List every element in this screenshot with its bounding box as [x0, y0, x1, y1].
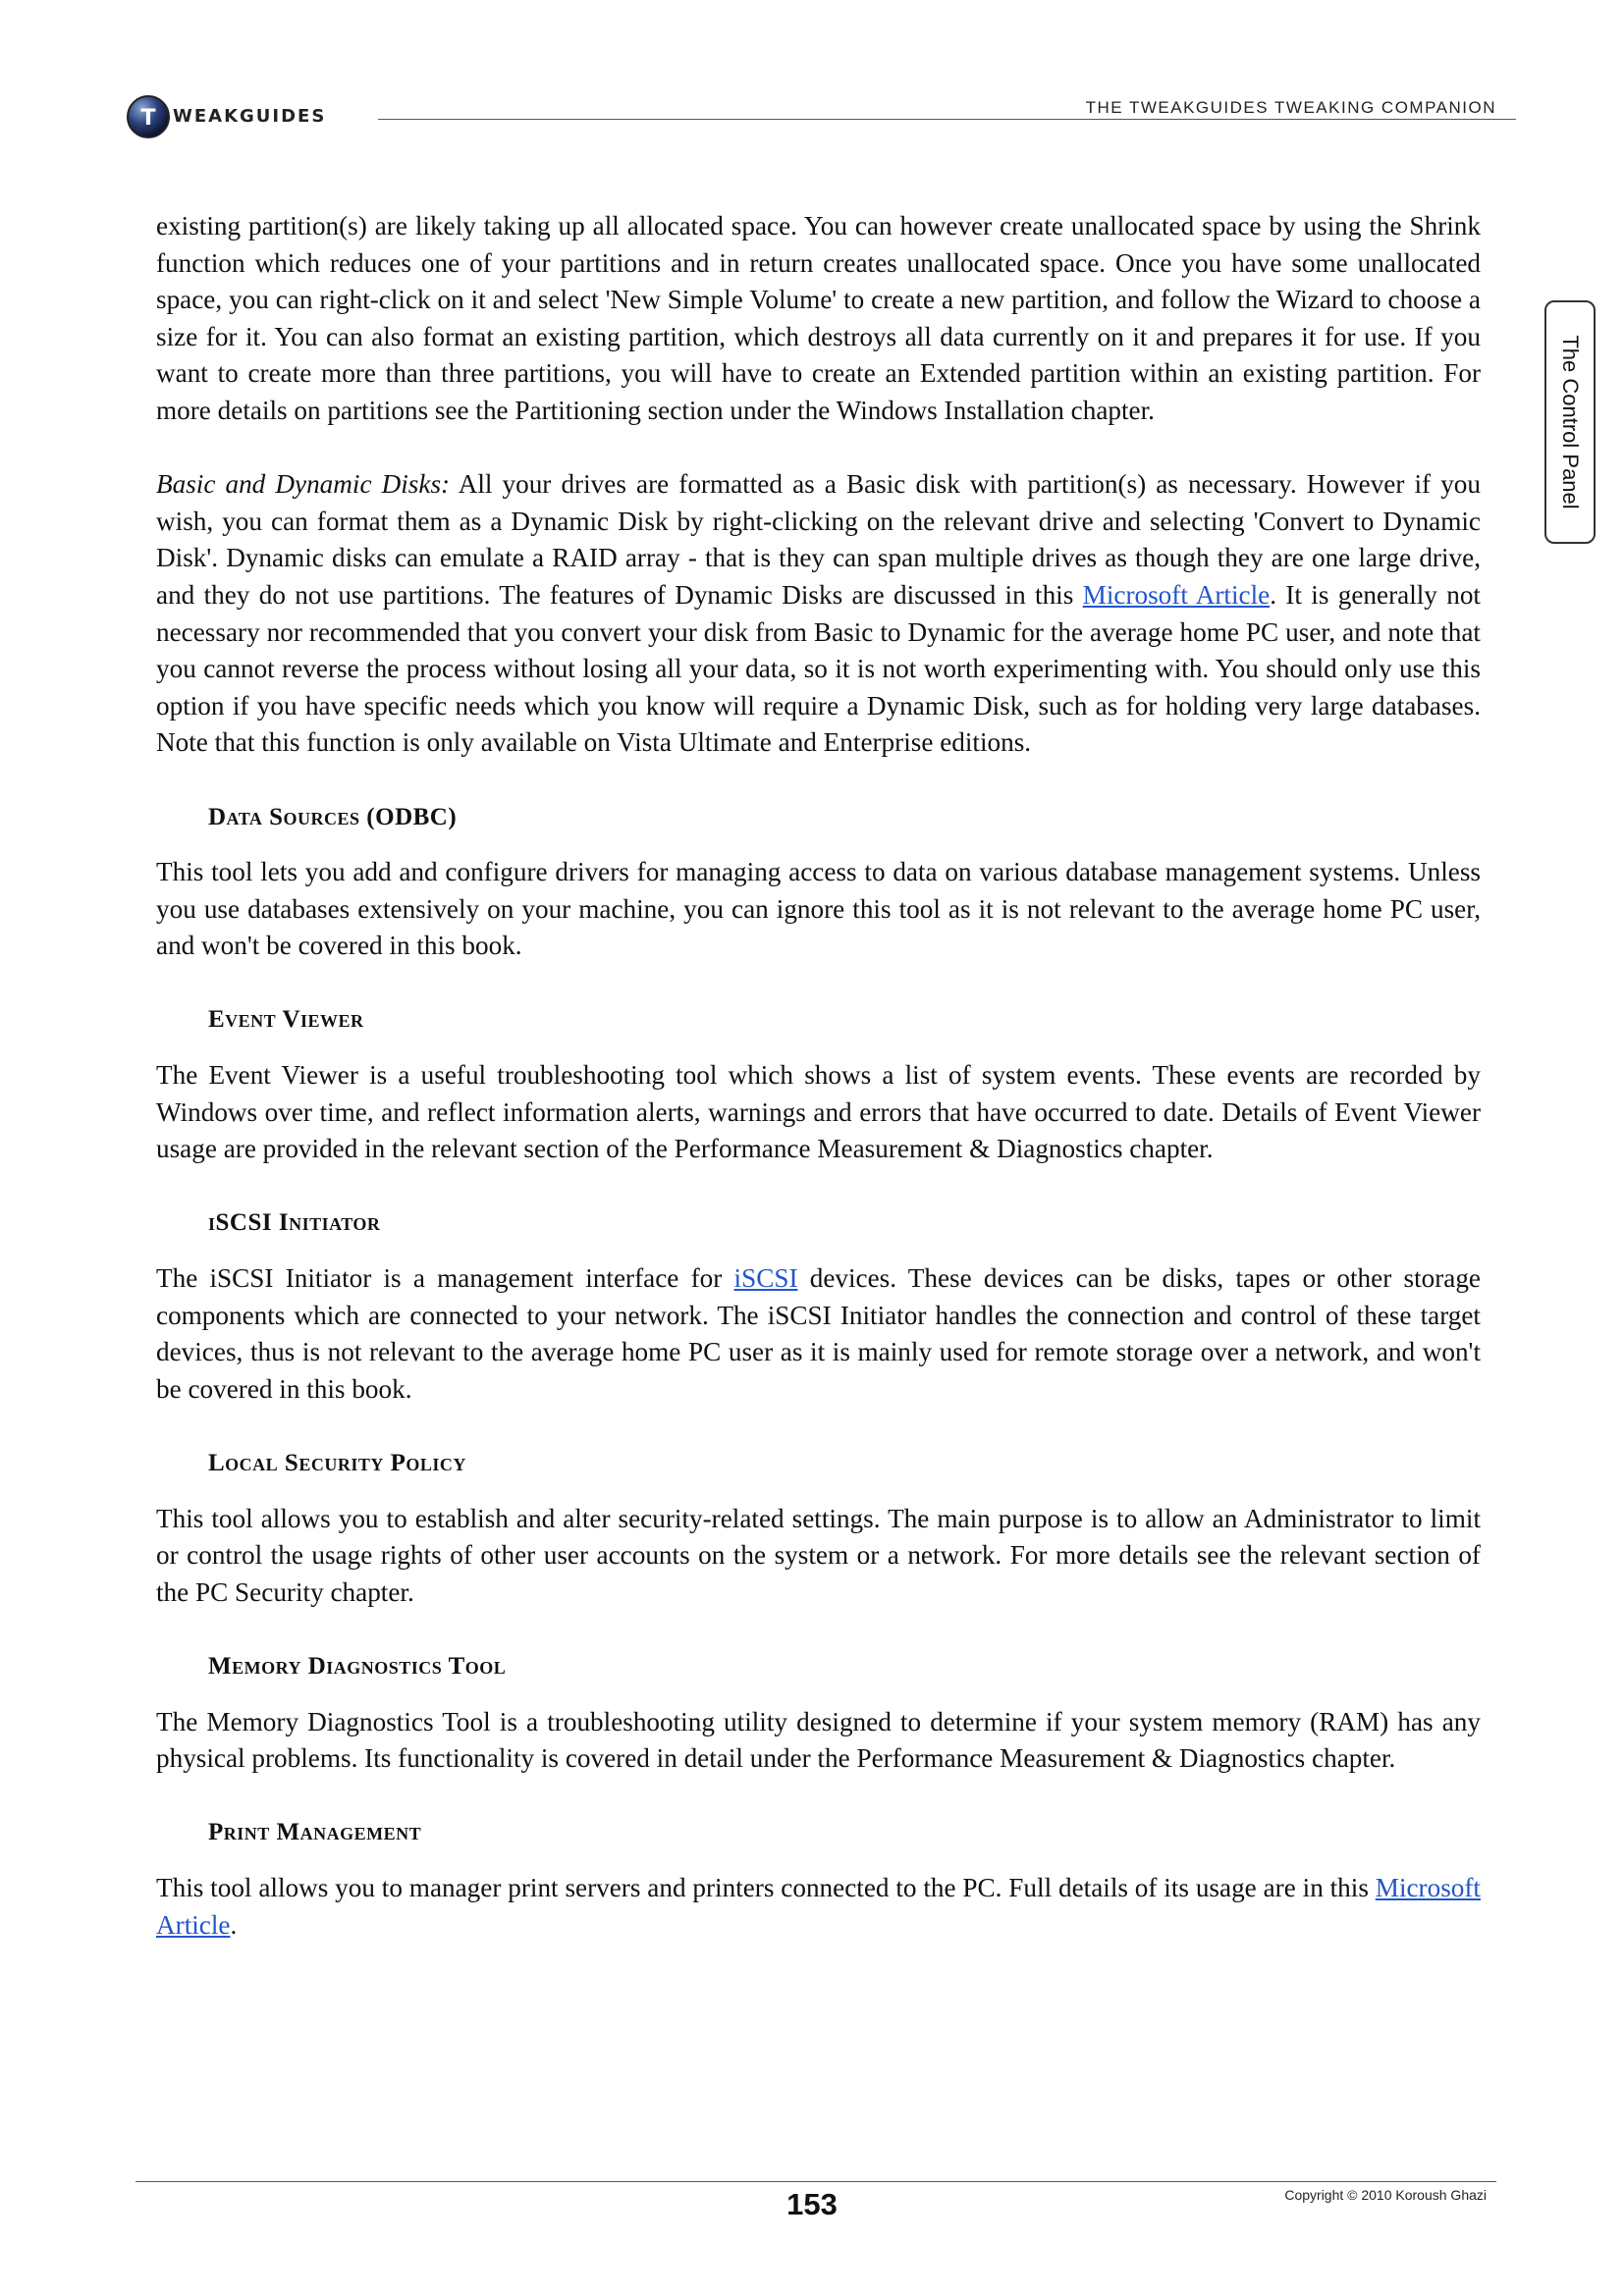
- iscsi-link[interactable]: iSCSI: [733, 1263, 798, 1294]
- paragraph-text: . It is generally not necessary nor recommended that you convert your disk from Basic to Dynamic for the average home PC user, and note that you cannot reverse the process without losing all your data, so it is not worth experimenting with. You should only use this option if you have specific needs which you know will require a Dynamic Disk, such as for holding very large databases. Note that this function is only available on Vista Ultimate and Enterprise editions.: [156, 579, 1481, 758]
- paragraph-text: .: [230, 1909, 238, 1940]
- microsoft-article-link[interactable]: Microsoft Article: [1082, 579, 1271, 610]
- paragraph-iscsi-initiator: [156, 1260, 1481, 1408]
- heading-data-sources: Data Sources (ODBC): [208, 803, 458, 830]
- svg-text:T: T: [140, 106, 156, 131]
- paragraph-text: This tool allows you to manager print servers and printers connected to the PC. Full details of its usage are in this: [156, 1872, 1376, 1902]
- chapter-side-tab-label: The Control Panel: [1558, 335, 1583, 509]
- paragraph-basic-dynamic-disks: [156, 466, 1481, 762]
- paragraph-data-sources: This tool lets you add and configure drivers for managing access to data on various database management systems. Unless you use databases extensively on your machine, you can ignore this tool as it is not relevant to the average home PC user, and won't be covered in this book.: [156, 857, 1481, 961]
- paragraph-text: devices. These devices can be disks, tapes or other storage components which are connected to your network. The iSCSI Initiator handles the connection and control of these target devices, thus is not relevant to the average home PC user as it is mainly used for remote storage over a network, and won't be covered in this book.: [156, 1263, 1481, 1404]
- paragraph-print-management: [156, 1870, 1481, 1944]
- page-content: [156, 208, 1481, 1944]
- logo-text: WEAKGUIDES: [173, 106, 327, 127]
- page-header: [0, 0, 1624, 157]
- paragraph-partitions: existing partition(s) are likely taking up all allocated space. You can however create unallocated space by using the Shrink function which reduces one of your partitions and in return creates unallocated space. Once you have some unallocated space, you can right-click on it and select 'New Simple Volume' to create a new partition, and follow the Wizard to choose a size for it. You can also format an existing partition, which destroys all data currently on it and prepares it for use. If you want to create more than three partitions, you will have to create an Extended partition within an existing partition. For more details on partitions see the Partitioning section under the Windows Installation chapter.: [156, 211, 1481, 425]
- page-number: 153: [786, 2187, 838, 2221]
- paragraph-text: The iSCSI Initiator is a management interface for: [156, 1263, 734, 1294]
- paragraph-event-viewer: The Event Viewer is a useful troubleshooting tool which shows a list of system events. These events are recorded by Windows over time, and reflect information alerts, warnings and errors that have occurred to date. Details of Event Viewer usage are provided in the relevant section of the Performance Measurement & Diagnostics chapter.: [156, 1060, 1481, 1164]
- heading-memory-diagnostics-tool: Memory Diagnostics Tool: [208, 1652, 507, 1680]
- heading-event-viewer: Event Viewer: [208, 1006, 364, 1034]
- copyright-notice: Copyright © 2010 Koroush Ghazi: [1284, 2187, 1487, 2203]
- paragraph-lead-term: Basic and Dynamic Disks:: [156, 469, 451, 500]
- chapter-side-tab: [1544, 300, 1596, 544]
- header-rule: [378, 119, 1516, 120]
- paragraph-memory-diagnostics-tool: The Memory Diagnostics Tool is a troubleshooting utility designed to determine if your system memory (RAM) has any physical problems. Its functionality is covered in detail under the Performance Measurement & Diagnostics chapter.: [156, 1706, 1481, 1774]
- paragraph-text: All your drives are formatted as a Basic disk with partition(s) as necessary. However if you wish, you can format them as a Dynamic Disk by right-clicking on the relevant drive and selecting 'Convert to Dynamic Disk'. Dynamic disks can emulate a RAID array - that is they can span multiple drives as though they are one large drive, and they do not use partitions. The features of Dynamic Disks are discussed in this: [156, 469, 1481, 610]
- logo-globe-icon: [126, 94, 171, 139]
- heading-iscsi-initiator: iSCSI Initiator: [208, 1209, 381, 1237]
- paragraph-local-security-policy: This tool allows you to establish and alter security-related settings. The main purpose is to allow an Administrator to limit or control the usage rights of other user accounts on the system or a network. For more details see the relevant section of the PC Security chapter.: [156, 1503, 1481, 1607]
- heading-print-management: Print Management: [208, 1819, 422, 1846]
- heading-local-security-policy: Local Security Policy: [208, 1450, 466, 1476]
- tweakguides-logo: [126, 94, 381, 143]
- header-title: THE TWEAKGUIDES TWEAKING COMPANION: [1085, 98, 1496, 117]
- microsoft-article-link[interactable]: Microsoft Article: [156, 1872, 1481, 1940]
- footer-rule: [135, 2181, 1496, 2182]
